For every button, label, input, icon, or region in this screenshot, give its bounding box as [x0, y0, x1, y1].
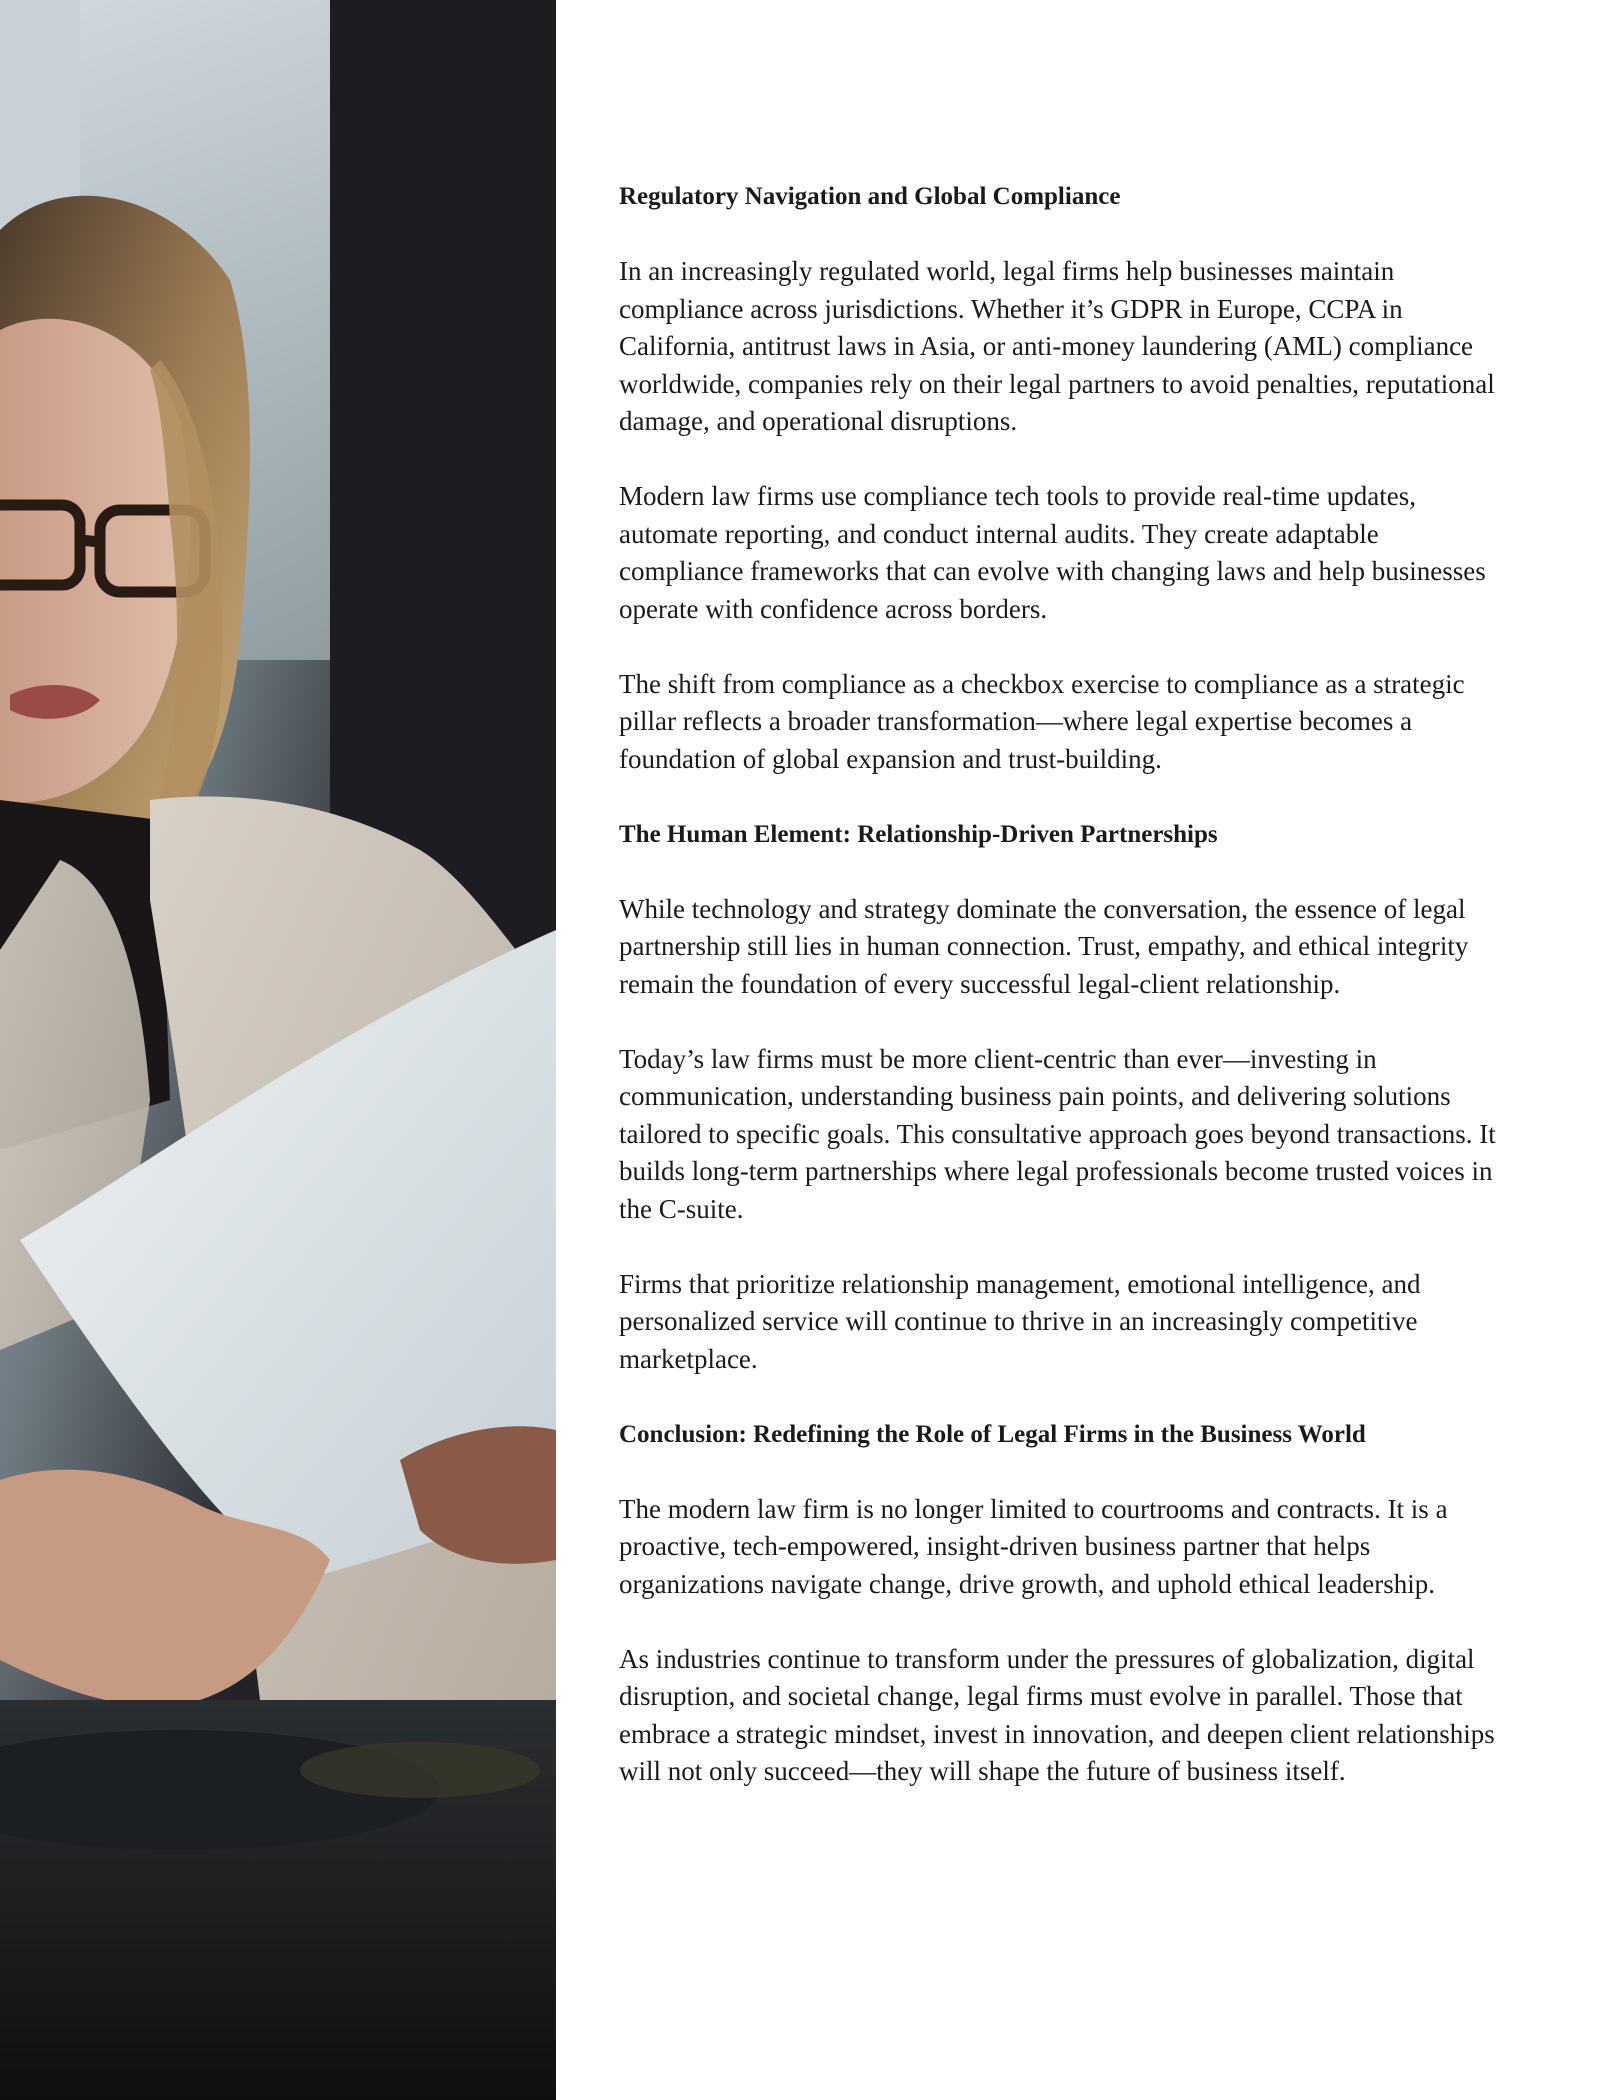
paragraph: Firms that prioritize relationship management, emotional intelligence, and personalized service will continue to thrive in an increasingly competitive marketplace. [619, 1268, 1421, 1374]
section-heading: Conclusion: Redefining the Role of Legal Firms in the Business World [619, 1420, 1366, 1448]
photo-illustration [0, 0, 556, 2100]
paragraph: As industries continue to transform under the pressures of globalization, digital disruption, and societal change, legal firms must evolve in parallel. Those that embrace a strategic mindset, invest in innovation, and deepen client relationships will not only succeed—they will shape the future of business itself. [619, 1643, 1495, 1786]
paragraph: The modern law firm is no longer limited to courtrooms and contracts. It is a proactive, tech-empowered, insight-driven business partner that helps organizations navigate change, drive growth, and uphold ethical leadership. [619, 1493, 1448, 1599]
paragraph: Modern law firms use compliance tech tools to provide real-time updates, automate reporting, and conduct internal audits. They create adaptable compliance frameworks that can evolve with changing laws and help businesses operate with confidence across borders. [619, 481, 1486, 624]
section-heading: Regulatory Navigation and Global Compliance [619, 183, 1121, 210]
paragraph: Today’s law firms must be more client-centric than ever—investing in communication, understanding business pain points, and delivering solutions tailored to specific goals. This consultative approach goes beyond transactions. It builds long-term partnerships where legal professionals become trusted voices in the C-suite. [619, 1043, 1496, 1224]
paragraph: While technology and strategy dominate the conversation, the essence of legal partnership still lies in human connection. Trust, empathy, and ethical integrity remain the foundation of every successful legal-client relationship. [619, 893, 1469, 999]
paragraph: The shift from compliance as a checkbox exercise to compliance as a strategic pillar reflects a broader transformation—where legal expertise becomes a foundation of global expansion and trust-building. [619, 668, 1465, 774]
section-regulatory-navigation [619, 178, 1509, 778]
section-human-element [619, 816, 1509, 1379]
paragraph: In an increasingly regulated world, legal firms help businesses maintain compliance across jurisdictions. Whether it’s GDPR in Europe, CCPA in California, antitrust laws in Asia, or anti-money laundering (AML) compliance worldwide, companies rely on their legal partners to avoid penalties, reputational damage, and operational disruptions. [619, 256, 1495, 436]
woman-reviewing-document-photo [0, 0, 556, 2100]
section-heading: The Human Element: Relationship-Driven Partnerships [619, 820, 1218, 848]
article-body [619, 178, 1509, 1828]
section-conclusion [619, 1416, 1509, 1791]
